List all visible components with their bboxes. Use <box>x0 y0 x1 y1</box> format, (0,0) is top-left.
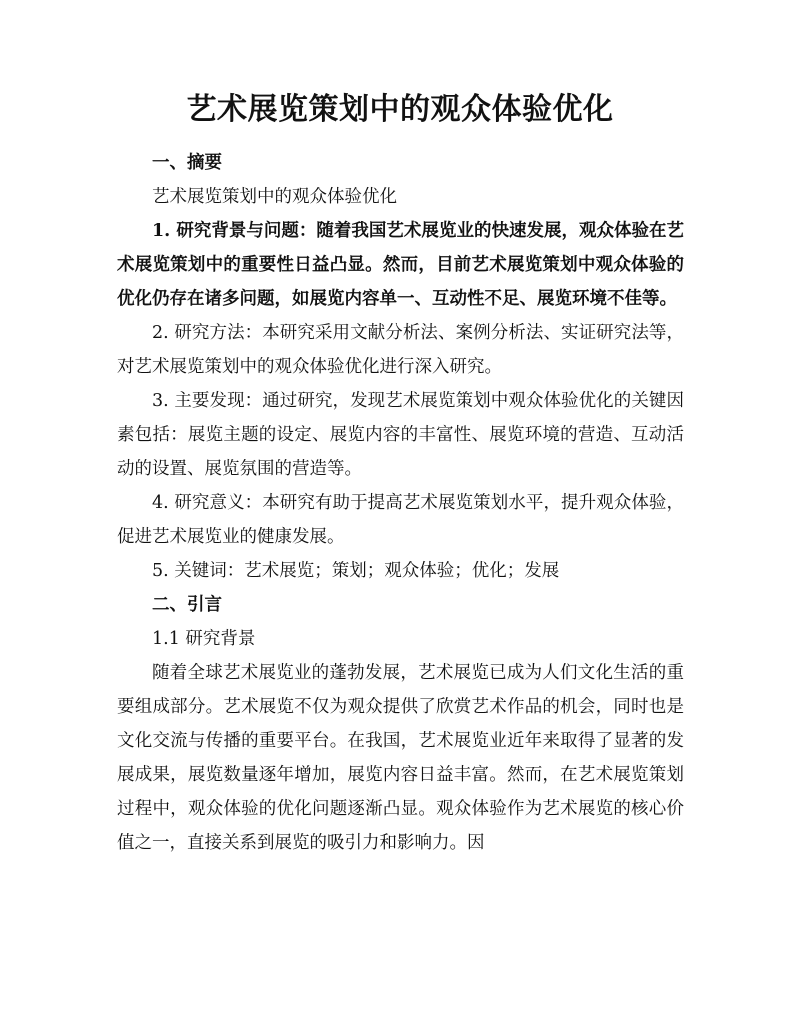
introduction-paragraph: 随着全球艺术展览业的蓬勃发展，艺术展览已成为人们文化生活的重要组成部分。艺术展览不仅为观众提供了欣赏艺术作品的机会，同时也是文化交流与传播的重要平台。在我国，艺术展览业近年来取得了显著的发展成果，展览数量逐年增加，展览内容日益丰富。然而，在艺术展览策划过程中，观众体验的优化问题逐渐凸显。观众体验作为艺术展览的核心价值之一，直接关系到展览的吸引力和影响力。因 <box>117 663 684 853</box>
abstract-item-2: 2. 研究方法：本研究采用文献分析法、案例分析法、实证研究法等，对艺术展览策划中的观众体验优化进行深入研究。 <box>117 323 684 377</box>
section-heading-abstract: 一、摘要 <box>152 153 222 173</box>
document-title: 艺术展览策划中的观众体验优化 <box>186 92 614 127</box>
section-heading-introduction: 二、引言 <box>152 595 222 615</box>
abstract-item-5: 5. 关键词：艺术展览；策划；观众体验；优化；发展 <box>152 561 560 581</box>
abstract-title: 艺术展览策划中的观众体验优化 <box>152 187 397 207</box>
subsection-heading-1-1: 1.1 研究背景 <box>152 629 256 649</box>
abstract-item-3: 3. 主要发现：通过研究，发现艺术展览策划中观众体验优化的关键因素包括：展览主题的设定、展览内容的丰富性、展览环境的营造、互动活动的设置、展览氛围的营造等。 <box>117 391 684 479</box>
document-body <box>117 146 684 860</box>
abstract-item-4: 4. 研究意义：本研究有助于提高艺术展览策划水平，提升观众体验，促进艺术展览业的健康发展。 <box>117 493 684 547</box>
abstract-item-1: 1. 研究背景与问题：随着我国艺术展览业的快速发展，观众体验在艺术展览策划中的重要性日益凸显。然而，目前艺术展览策划中观众体验的优化仍存在诸多问题，如展览内容单一、互动性不足、展览环境不佳等。 <box>117 221 684 309</box>
